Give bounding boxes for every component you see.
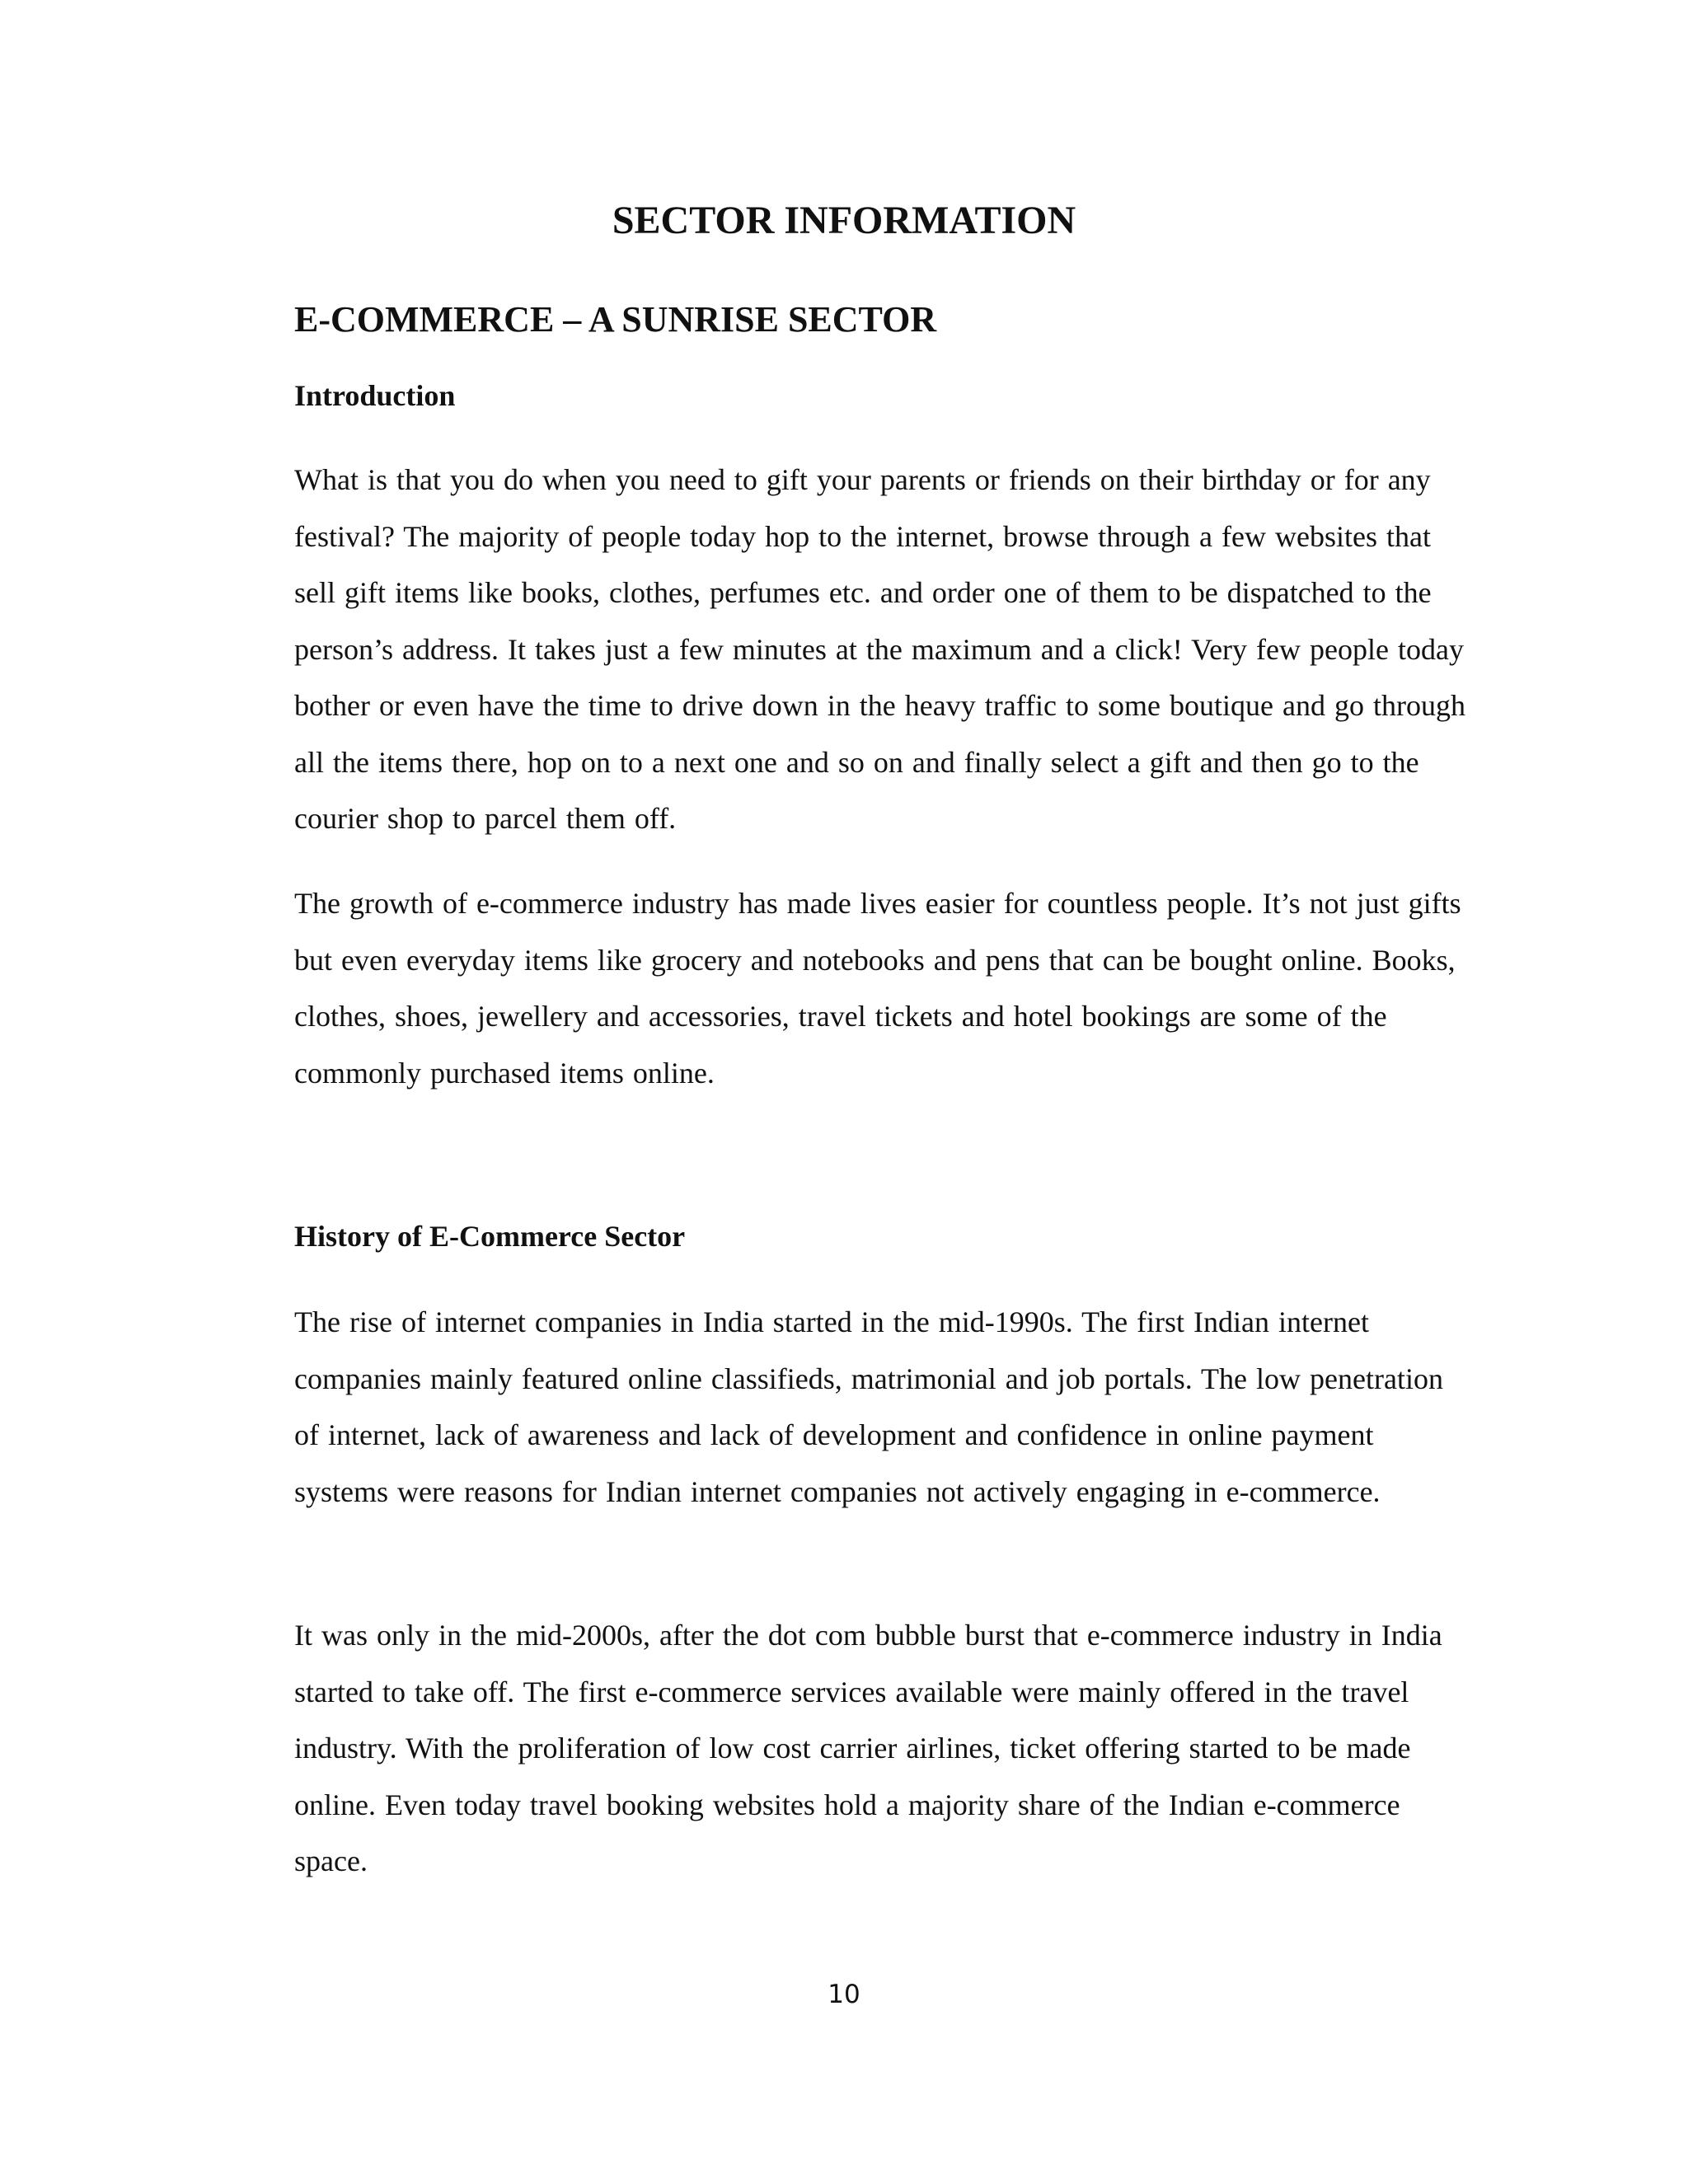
history-paragraph-2: It was only in the mid-2000s, after the dot com bubble burst that e-commerce industry in India started to take off. The first e-commerce services available were mainly offered in the travel industry. With the proliferation of low cost carrier airlines, ticket offering started to be made online. Even today travel booking websites hold a majority share of the Indian e-commerce space. (294, 1619, 1442, 1877)
page-number: 10 (828, 1980, 860, 2009)
introduction-paragraph-1: What is that you do when you need to gift your parents or friends on their birthday or for any festival? The majority of people today hop to the internet, browse through a few websites that sell gift items like books, clothes, perfumes etc. and order one of them to be dispatched to the person’s address. It takes just a few minutes at the maximum and a click! Very few people today bother or even have the time to drive down in the heavy traffic to some boutique and go through all the items there, hop on to a next one and so on and finally select a gift and then go to the courier shop to parcel them off. (294, 463, 1465, 835)
heading-history: History of E-Commerce Sector (294, 1220, 686, 1253)
introduction-paragraph-2: The growth of e-commerce industry has made lives easier for countless people. It’s not just gifts but even everyday items like grocery and notebooks and pens that can be bought online. Books, clothes, shoes, jewellery and accessories, travel tickets and hotel bookings are some of the commonly purchased items online. (294, 887, 1461, 1090)
history-paragraph-1: The rise of internet companies in India started in the mid-1990s. The first Indian internet companies mainly featured online classifieds, matrimonial and job portals. The low penetration of internet, lack of awareness and lack of development and confidence in online payment systems were reasons for Indian internet companies not actively engaging in e-commerce. (294, 1305, 1443, 1508)
page-title: SECTOR INFORMATION (612, 199, 1076, 242)
heading-introduction: Introduction (294, 379, 456, 412)
section-title: E-COMMERCE – A SUNRISE SECTOR (294, 299, 937, 340)
